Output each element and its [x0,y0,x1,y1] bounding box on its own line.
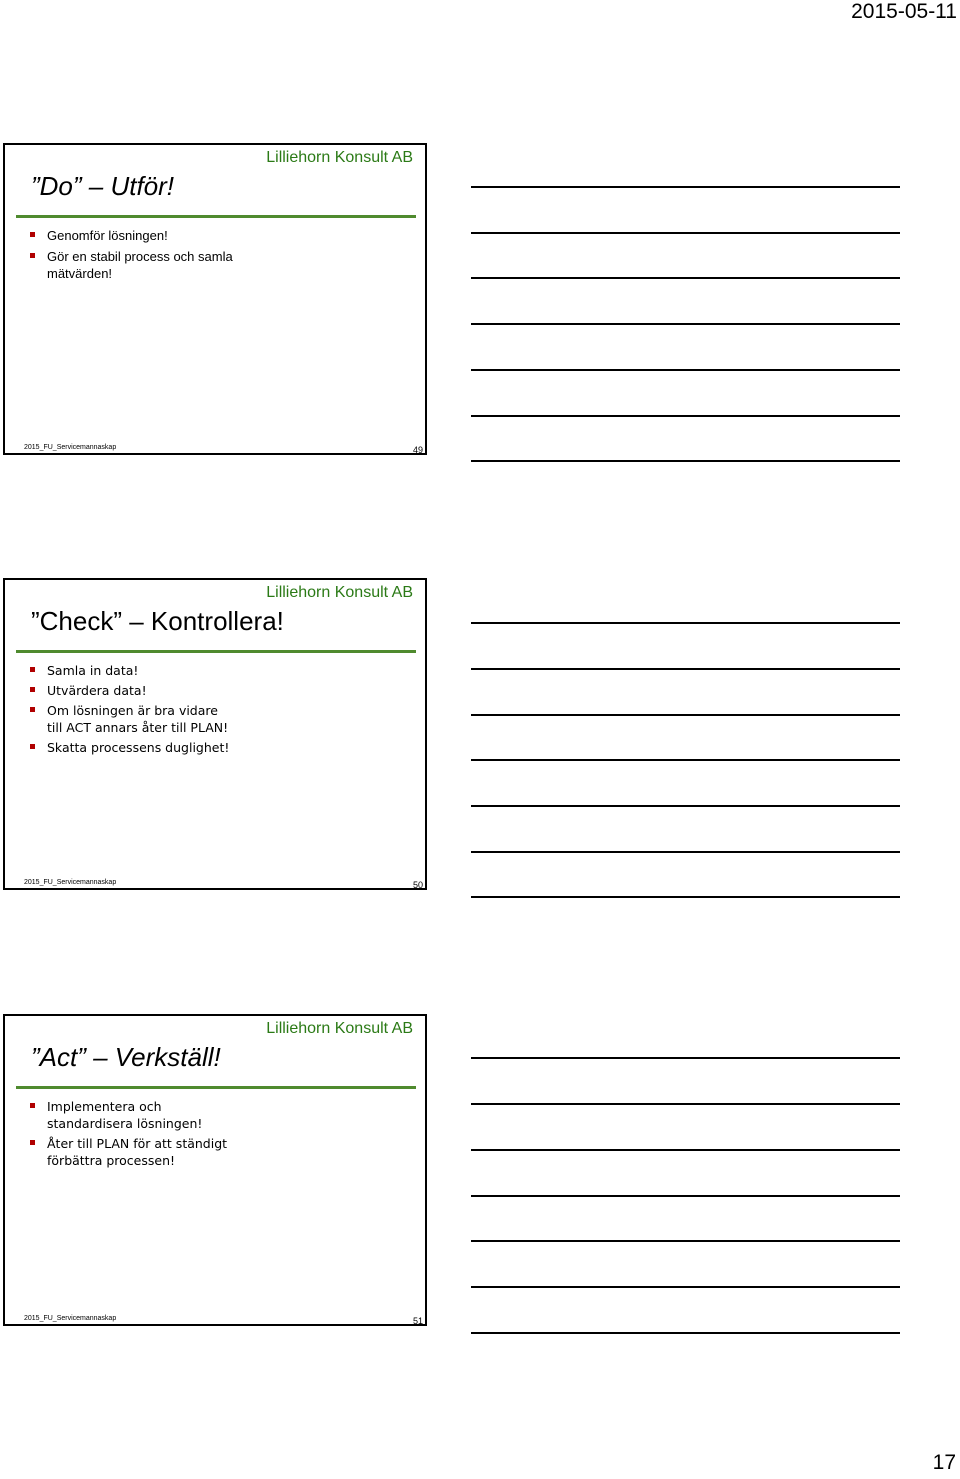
bullet-icon [30,667,35,672]
list-item [27,739,411,756]
title-rule [16,1086,416,1089]
slide-number: 49 [412,445,423,455]
note-line [471,232,900,234]
slide-title: ”Act” – Verkställ! [31,1042,221,1072]
slide-footer-label: 2015_FU_Servicemannaskap [24,1315,117,1322]
slide-51 [3,1014,427,1326]
slide-footer-label: 2015_FU_Servicemannaskap [24,444,117,451]
bullet-icon [30,232,35,237]
note-line [471,323,900,325]
note-line [471,460,900,462]
note-line [471,1195,900,1197]
note-line [471,1057,900,1059]
bullet-text: Skatta processens duglighet! [47,740,230,755]
note-line [471,369,900,371]
list-item [27,702,411,736]
list-item [27,682,411,699]
note-line [471,1149,900,1151]
note-line [471,1103,900,1105]
slide-49 [3,143,427,455]
page-number: 17 [932,1451,956,1474]
company-name: Lilliehorn Konsult AB [266,1020,413,1037]
company-name: Lilliehorn Konsult AB [266,584,413,601]
list-item [27,227,411,244]
bullet-text: Gör en stabil process och samla mätvärden! [47,249,233,281]
note-line [471,805,900,807]
bullet-icon [30,744,35,749]
bullet-icon [30,1103,35,1108]
slide-footer-label: 2015_FU_Servicemannaskap [24,879,117,886]
bullet-icon [30,687,35,692]
note-line [471,622,900,624]
title-rule [16,650,416,653]
note-line [471,714,900,716]
bullet-text: Implementera och standardisera lösningen! [47,1099,203,1131]
note-line [471,415,900,417]
bullet-text: Åter till PLAN för att ständigt förbättra processen! [47,1136,228,1168]
note-line [471,896,900,898]
bullet-list [27,662,411,760]
note-line [471,851,900,853]
note-line [471,759,900,761]
slide-title: ”Check” – Kontrollera! [31,606,284,636]
slide-50 [3,578,427,890]
note-line [471,1240,900,1242]
title-rule [16,215,416,218]
bullet-icon [30,1140,35,1145]
bullet-list [27,227,411,286]
note-line [471,1332,900,1334]
slide-number: 51 [412,1316,423,1326]
list-item [27,1135,411,1169]
bullet-icon [30,707,35,712]
bullet-icon [30,253,35,258]
slide-number: 50 [412,880,423,890]
bullet-text: Samla in data! [47,663,139,678]
note-line [471,277,900,279]
note-line [471,1286,900,1288]
bullet-list [27,1098,411,1173]
page-date: 2015-05-11 [851,0,957,23]
slide-title: ”Do” – Utför! [31,171,175,201]
note-line [471,668,900,670]
bullet-text: Utvärdera data! [47,683,147,698]
list-item [27,662,411,679]
company-name: Lilliehorn Konsult AB [266,149,413,166]
bullet-text: Om lösningen är bra vidare till ACT annars åter till PLAN! [47,703,229,735]
list-item [27,248,411,282]
bullet-text: Genomför lösningen! [47,228,168,243]
note-line [471,186,900,188]
list-item [27,1098,411,1132]
